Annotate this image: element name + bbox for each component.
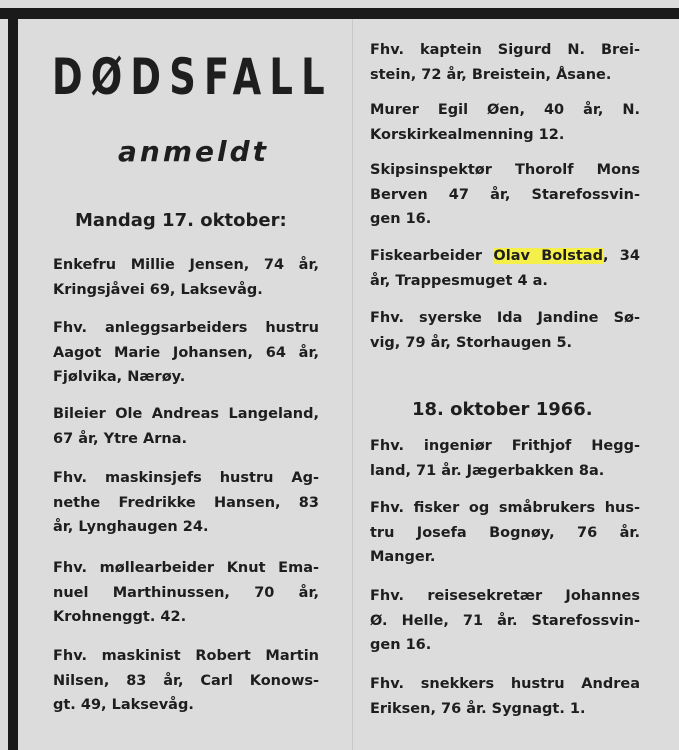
notice-line: Berven 47 år, Starefossvin- <box>370 186 640 203</box>
notice-line: nuel Marthinussen, 70 år, <box>53 584 319 601</box>
heading: DØDSFALL <box>52 48 333 106</box>
notice-line: Fhv. ingeniør Frithjof Hegg- <box>370 438 640 454</box>
subheading: anmeldt <box>118 135 270 168</box>
top-rule <box>0 8 679 19</box>
death-notice <box>370 434 640 483</box>
death-notice <box>53 253 319 302</box>
notice-line: stein, 72 år, Breistein, Åsane. <box>370 66 612 83</box>
notice-line: gen 16. <box>370 211 432 227</box>
notice-line: 67 år, Ytre Arna. <box>53 430 188 447</box>
notice-line: Korskirkealmenning 12. <box>370 126 565 143</box>
death-notice <box>370 38 640 87</box>
notice-line: Fhv. fisker og småbrukers hus- <box>370 500 640 516</box>
notice-line: Eriksen, 76 år. Sygnagt. 1. <box>370 700 586 717</box>
death-notice <box>370 584 640 658</box>
death-notice <box>370 306 640 355</box>
notice-line: Fhv. maskinsjefs hustru Ag- <box>53 470 319 486</box>
notice-line: år, Lynghaugen 24. <box>53 519 209 535</box>
death-notice <box>370 98 640 147</box>
date-heading-17: Mandag 17. oktober: <box>75 210 287 231</box>
notice-line: Fhv. reisesekretær Johannes <box>370 588 640 604</box>
notice-line <box>370 244 640 269</box>
notice-line: Bileier Ole Andreas Langeland, <box>53 406 319 422</box>
notice-line: vig, 79 år, Storhaugen 5. <box>370 334 573 351</box>
death-notice <box>370 672 640 721</box>
notice-line: Enkefru Millie Jensen, 74 år, <box>53 257 319 273</box>
notice-line: gt. 49, Laksevåg. <box>53 697 194 713</box>
highlighted-name: Olav Bolstad <box>493 248 603 264</box>
notice-line: land, 71 år. Jægerbakken 8a. <box>370 462 605 479</box>
death-notice <box>370 158 640 232</box>
notice-line: Fhv. møllearbeider Knut Ema- <box>53 560 319 576</box>
notice-line: år, Trappesmuget 4 a. <box>370 272 548 289</box>
notice-line: Ø. Helle, 71 år. Starefossvin- <box>370 612 640 629</box>
notice-line: Nilsen, 83 år, Carl Konows- <box>53 672 319 689</box>
death-notice <box>53 466 319 540</box>
notice-line: Manger. <box>370 549 436 565</box>
notice-line: tru Josefa Bognøy, 76 år. <box>370 524 640 541</box>
notice-line: Fhv. maskinist Robert Martin <box>53 648 319 664</box>
death-notice <box>53 316 319 390</box>
notice-line: Fhv. syerske Ida Jandine Sø- <box>370 310 640 326</box>
column-divider <box>352 19 353 750</box>
death-notice <box>53 402 319 451</box>
notice-line: nethe Fredrikke Hansen, 83 <box>53 494 319 511</box>
death-notice <box>370 244 640 293</box>
notice-line: Fhv. snekkers hustru Andrea <box>370 676 640 692</box>
notice-line: Fjølvika, Nærøy. <box>53 369 186 385</box>
notice-line: Skipsinspektør Thorolf Mons <box>370 162 640 178</box>
death-notice <box>53 556 319 630</box>
notice-line: Fhv. anleggsarbeiders hustru <box>53 320 319 336</box>
notice-text: Fiskearbeider <box>370 248 494 264</box>
notice-line: Krohnenggt. 42. <box>53 609 187 625</box>
notice-line: gen 16. <box>370 637 432 653</box>
date-heading-18: 18. oktober 1966. <box>412 399 593 420</box>
notice-line: Kringsjåvei 69, Laksevåg. <box>53 281 263 298</box>
notice-line: Murer Egil Øen, 40 år, N. <box>370 102 640 118</box>
notice-line: Aagot Marie Johansen, 64 år, <box>53 344 319 361</box>
death-notice <box>53 644 319 718</box>
left-rule <box>8 19 18 750</box>
notice-text: , 34 <box>602 248 640 264</box>
death-notice <box>370 496 640 570</box>
notice-line: Fhv. kaptein Sigurd N. Brei- <box>370 42 640 58</box>
